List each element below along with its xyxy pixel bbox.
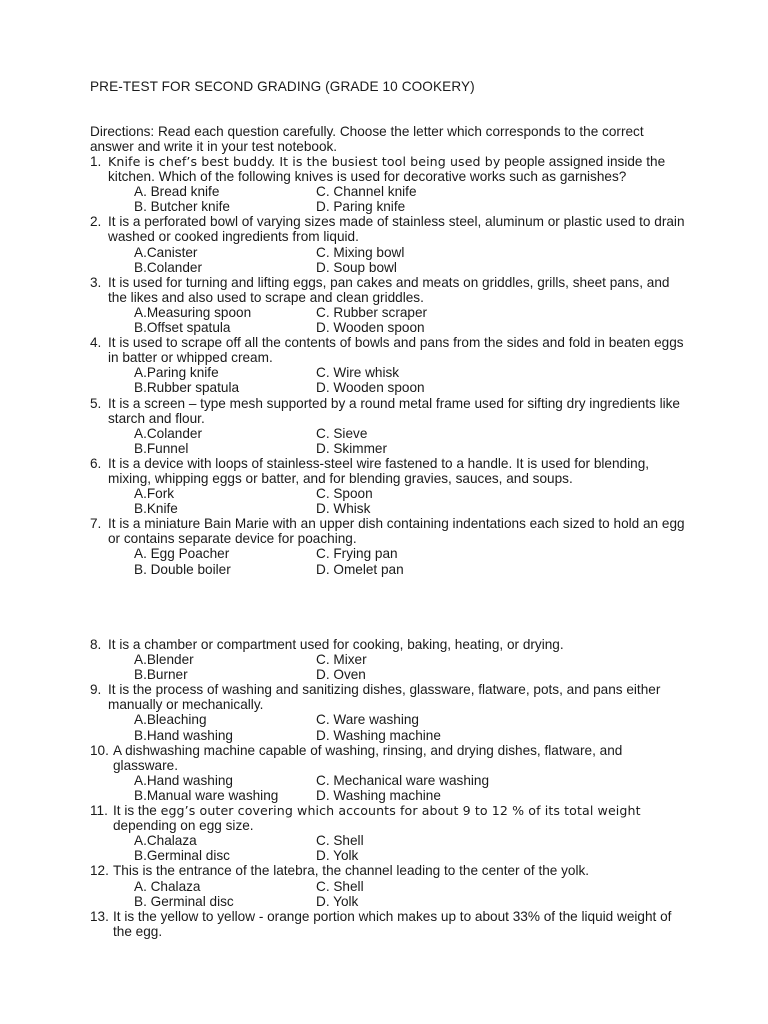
directions-text: Directions: Read each question carefully. Choose the letter which corresponds to the correct answer and write it in your test notebook. <box>90 124 644 155</box>
question-text: It is used for turning and lifting eggs, pan cakes and meats on griddles, grills, sheet pans, and the likes and also used to scrape and clean griddles. <box>108 274 670 305</box>
question-10 <box>90 743 690 803</box>
option-c: C. Shell <box>316 833 364 849</box>
option-c: C. Ware washing <box>316 712 419 728</box>
question-12 <box>90 863 690 908</box>
question-3 <box>90 275 690 335</box>
question-text-lead: Knife is chef’s best buddy. It is the busiest tool being used by <box>108 154 501 169</box>
question-text: It is a screen – type mesh supported by a round metal frame used for sifting dry ingredients like starch and flour. <box>108 395 680 426</box>
question-text: It is a device with loops of stainless-steel wire fastened to a handle. It is used for blending, mixing, whipping eggs or batter, and for blending gravies, sauces, and soups. <box>108 455 650 486</box>
question-number: 6. <box>90 455 102 471</box>
option-b: B. Butcher knife <box>134 199 230 215</box>
option-d: D. Wooden spoon <box>316 380 425 396</box>
question-number: 7. <box>90 516 102 532</box>
option-a: A.Colander <box>134 425 203 441</box>
question-number: 3. <box>90 274 102 290</box>
option-c: C. Spoon <box>316 486 373 502</box>
question-text: This is the entrance of the latebra, the channel leading to the center of the yolk. <box>113 863 590 879</box>
answer-options <box>90 184 690 214</box>
answer-options <box>90 426 690 456</box>
option-a: A.Bleaching <box>134 712 207 728</box>
option-a: A.Paring knife <box>134 365 219 381</box>
option-c: C. Mixing bowl <box>316 244 405 260</box>
option-b: B.Colander <box>134 259 203 275</box>
question-text: It is a perforated bowl of varying sizes made of stainless steel, aluminum or plastic used to drain washed or cooked ingredients from liquid. <box>108 214 685 245</box>
question-1 <box>90 154 690 214</box>
answer-options <box>90 773 690 803</box>
question-block-1 <box>90 154 690 577</box>
answer-options <box>90 546 690 576</box>
question-text: It is the egg’s outer covering which accounts for about 9 to 12 % of its total weight depending on egg size. <box>113 803 641 834</box>
option-b: B.Offset spatula <box>134 320 231 336</box>
question-number: 8. <box>90 637 102 652</box>
option-d: D. Washing machine <box>316 727 441 743</box>
question-text: Knife is chef’s best buddy. It is the busiest tool being used by people assigned inside the kitchen. Which of the following knives is used for decorative works such as garnishes? <box>108 154 666 185</box>
option-b: B. Double boiler <box>134 561 231 577</box>
question-number: 4. <box>90 335 102 351</box>
option-b: B.Manual ware washing <box>134 787 279 803</box>
option-c: C. Rubber scraper <box>316 304 428 320</box>
answer-options <box>90 712 690 742</box>
option-a: A. Bread knife <box>134 184 220 200</box>
question-13 <box>90 909 690 939</box>
page-title: PRE-TEST FOR SECOND GRADING (GRADE 10 COOKERY) <box>90 79 475 94</box>
option-d: D. Yolk <box>316 893 359 909</box>
question-text: It is used to scrape off all the contents of bowls and pans from the sides and fold in beaten eggs in batter or whipped cream. <box>108 335 684 366</box>
option-d: D. Wooden spoon <box>316 320 425 336</box>
answer-options <box>90 879 690 909</box>
option-c: C. Frying pan <box>316 546 398 562</box>
question-number: 9. <box>90 682 102 698</box>
question-number: 13. <box>90 908 109 924</box>
question-number: 5. <box>90 395 102 411</box>
question-7 <box>90 516 690 576</box>
option-a: A.Chalaza <box>134 833 197 849</box>
question-number: 12. <box>90 863 109 879</box>
question-5 <box>90 396 690 456</box>
question-block-2 <box>90 637 690 939</box>
option-c: C. Channel knife <box>316 184 417 200</box>
option-b: B. Germinal disc <box>134 893 234 909</box>
option-d: D. Soup bowl <box>316 259 397 275</box>
question-4 <box>90 335 690 395</box>
question-6 <box>90 456 690 516</box>
option-d: D. Yolk <box>316 848 359 864</box>
option-b: B.Germinal disc <box>134 848 230 864</box>
option-d: D. Paring knife <box>316 199 406 215</box>
answer-options <box>90 365 690 395</box>
answer-options <box>90 305 690 335</box>
option-b: B.Knife <box>134 501 178 517</box>
question-2 <box>90 214 690 274</box>
option-a: A.Measuring spoon <box>134 304 252 320</box>
option-b: B.Hand washing <box>134 727 233 743</box>
option-d: D. Washing machine <box>316 787 441 803</box>
answer-options <box>90 245 690 275</box>
question-number: 1. <box>90 154 102 169</box>
option-b: B.Funnel <box>134 440 189 456</box>
option-a: A.Blender <box>134 652 194 668</box>
option-d: D. Whisk <box>316 501 371 517</box>
option-c: C. Wire whisk <box>316 365 400 381</box>
answer-options <box>90 652 690 682</box>
question-11 <box>90 803 690 863</box>
option-a: A. Egg Poacher <box>134 546 230 562</box>
option-b: B.Rubber spatula <box>134 380 240 396</box>
question-text: It is the process of washing and sanitizing dishes, glassware, flatware, pots, and pans either manually or mechanically. <box>108 682 661 713</box>
question-text: It is a chamber or compartment used for cooking, baking, heating, or drying. <box>108 637 564 652</box>
option-d: D. Omelet pan <box>316 561 404 577</box>
option-a: A.Fork <box>134 486 175 502</box>
option-d: D. Skimmer <box>316 440 387 456</box>
option-a: A. Chalaza <box>134 878 201 894</box>
option-d: D. Oven <box>316 667 366 683</box>
question-number: 11. <box>90 803 108 819</box>
option-c: C. Mechanical ware washing <box>316 772 490 788</box>
question-8 <box>90 637 690 682</box>
option-a: A.Canister <box>134 244 198 260</box>
question-text: It is the yellow to yellow - orange portion which makes up to about 33% of the liquid weight of the egg. <box>113 908 672 939</box>
option-c: C. Shell <box>316 878 364 894</box>
option-c: C. Sieve <box>316 425 368 441</box>
question-text: A dishwashing machine capable of washing, rinsing, and drying dishes, flatware, and glassware. <box>113 742 623 773</box>
question-text: It is a miniature Bain Marie with an upper dish containing indentations each sized to hold an egg or contains separate device for poaching. <box>108 516 685 547</box>
question-number: 10. <box>90 742 109 758</box>
option-a: A.Hand washing <box>134 772 233 788</box>
option-c: C. Mixer <box>316 652 367 668</box>
option-b: B.Burner <box>134 667 188 683</box>
question-9 <box>90 682 690 742</box>
question-text-middle: egg’s outer covering which accounts for about 9 to 12 % of its total weight <box>160 803 641 819</box>
question-number: 2. <box>90 214 102 230</box>
answer-options <box>90 833 690 863</box>
answer-options <box>90 486 690 516</box>
